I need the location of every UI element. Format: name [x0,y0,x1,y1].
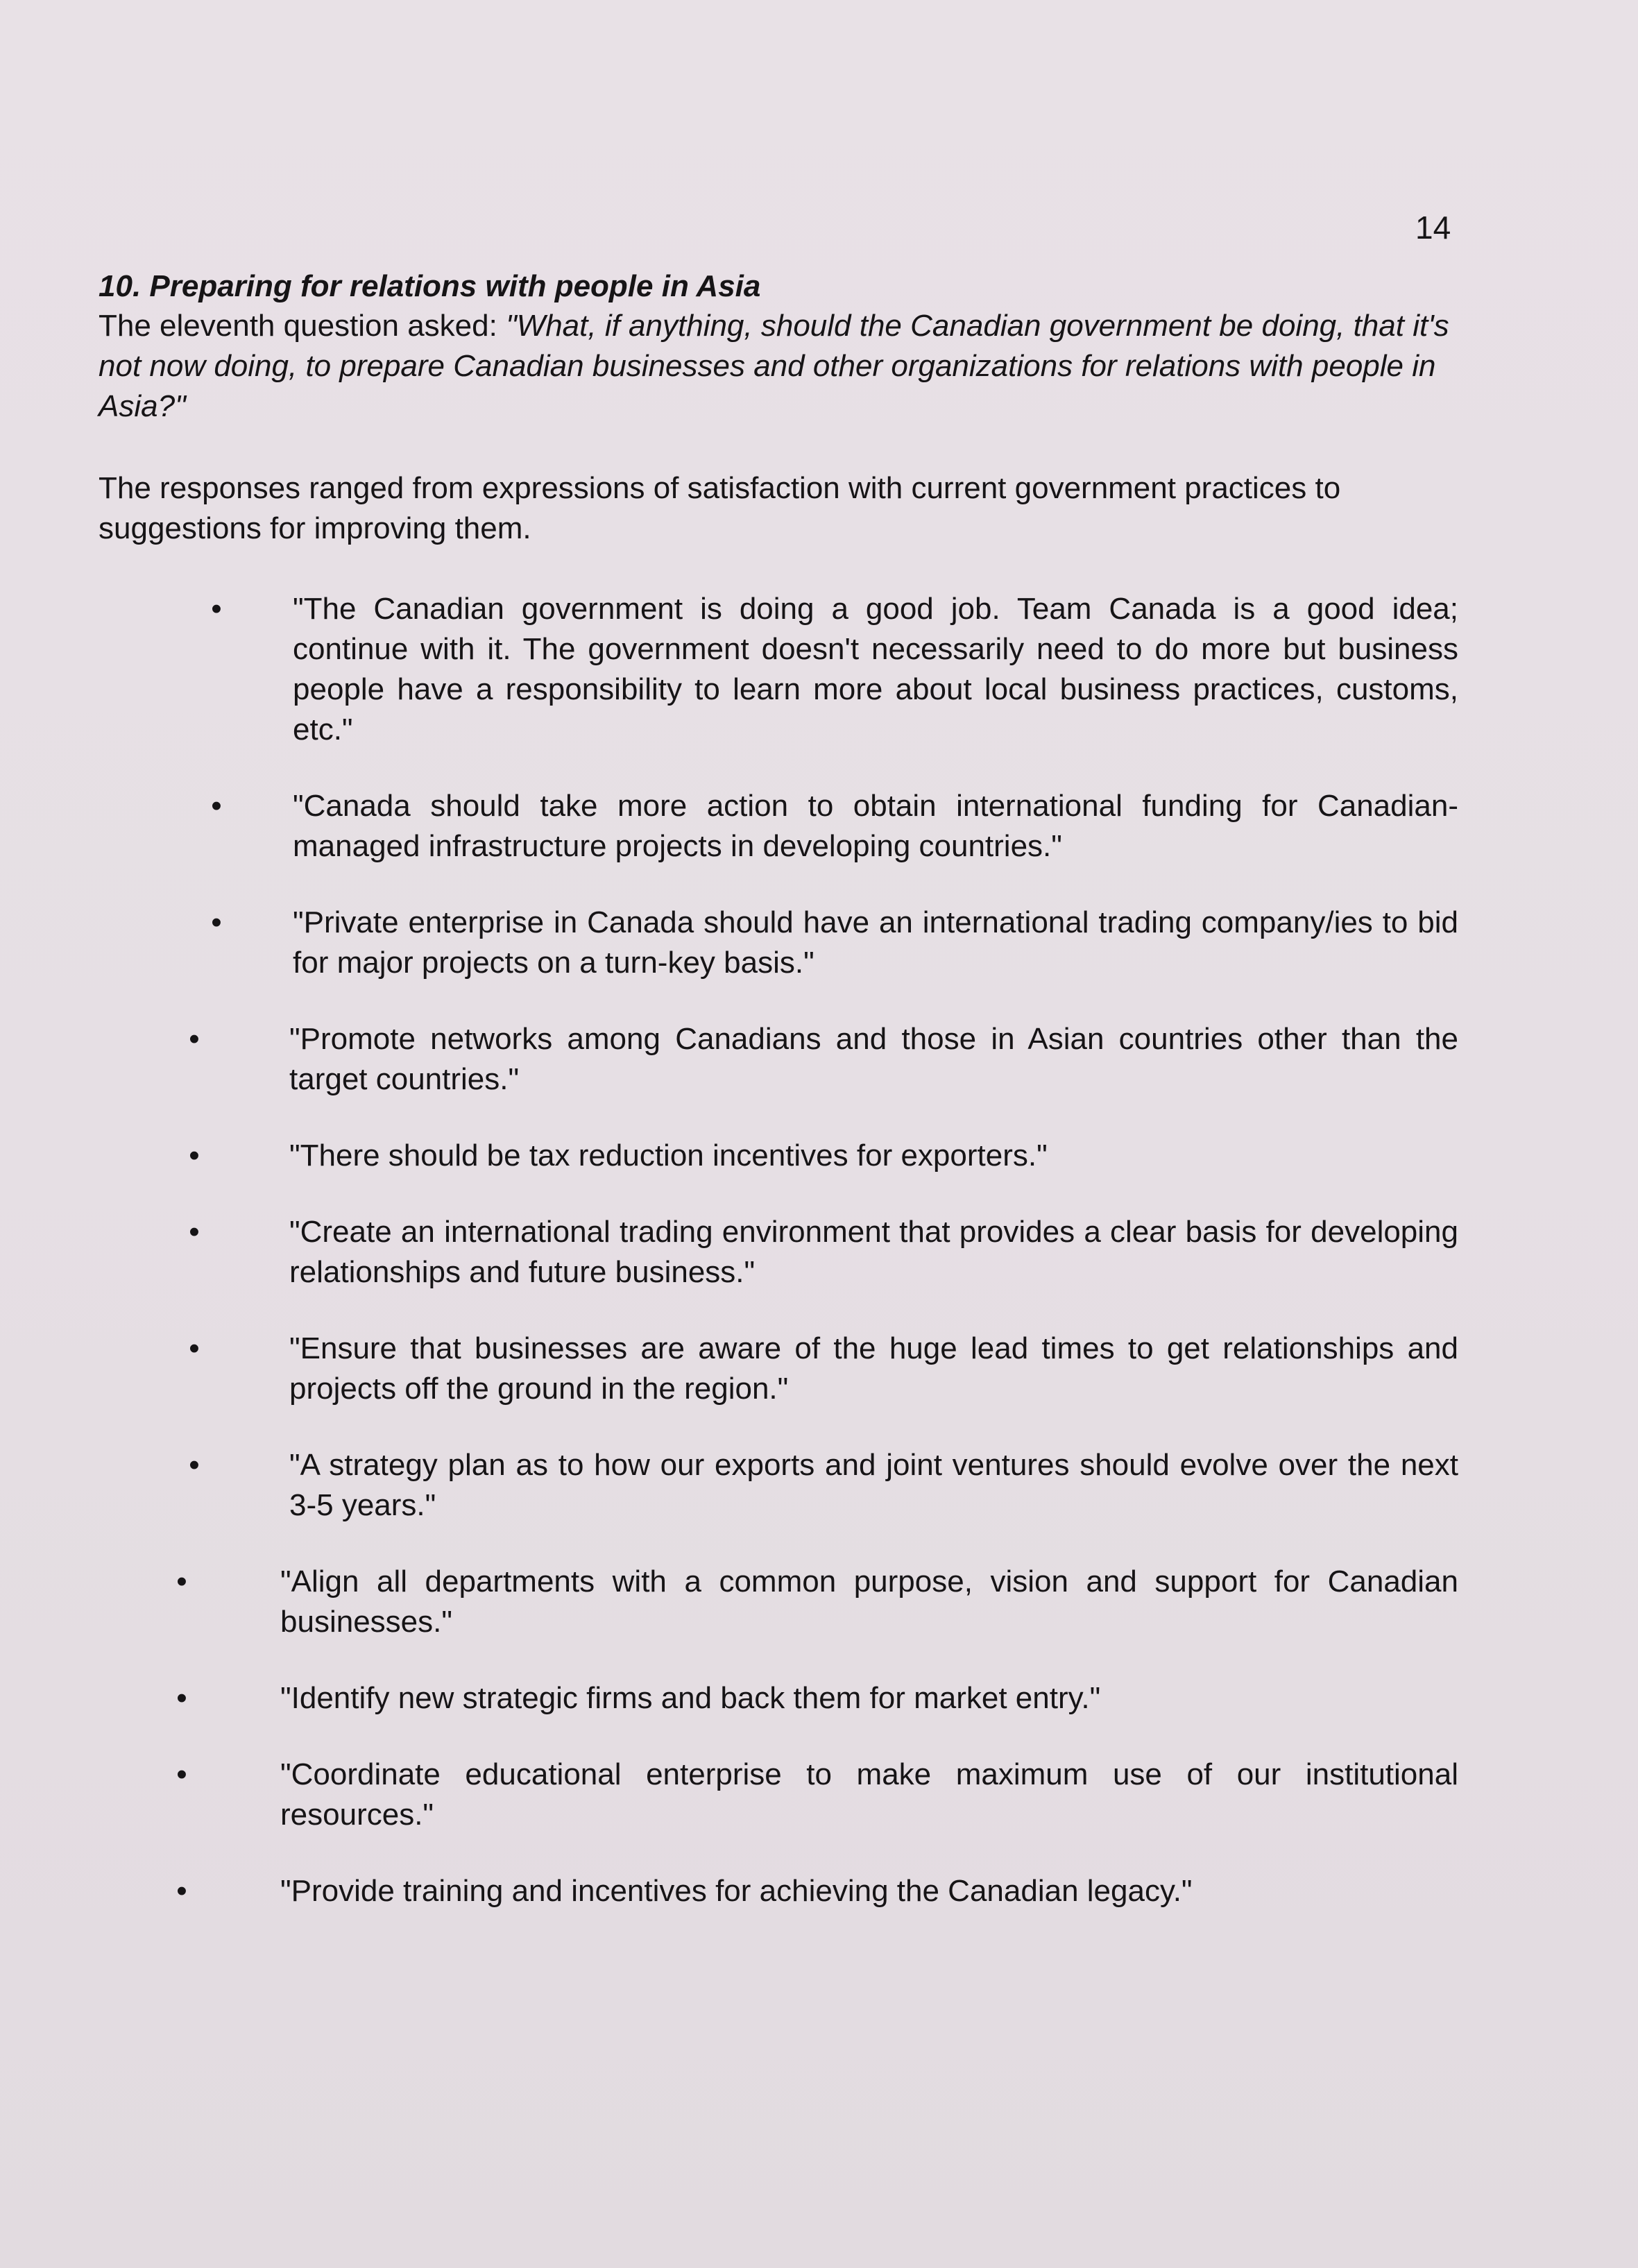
response-item [99,1019,1458,1100]
bullet-icon: • [176,1874,187,1908]
bullet-icon: • [176,1681,187,1715]
bullet-icon: • [189,1448,200,1482]
response-text: "Create an international trading environment that provides a clear basis for developing relationships and future business." [289,1215,1458,1289]
response-text: "Promote networks among Canadians and those in Asian countries other than the target countries." [289,1022,1458,1096]
page-number: 14 [1415,210,1451,246]
response-item [99,1755,1458,1835]
question-intro: The eleventh question asked: [99,309,506,343]
response-text: "The Canadian government is doing a good job. Team Canada is a good idea; continue with it. The government doesn't necessarily need to do more but business people have a responsibility to learn more about local business practices, customs, etc." [293,592,1458,747]
response-text: "Coordinate educational enterprise to make maximum use of our institutional resources." [280,1757,1458,1832]
response-item [99,786,1458,867]
question-quote: "What, if anything, should the Canadian government be doing, that it's not now doing, to prepare Canadian businesses and other organizations for relations with people in Asia?" [99,309,1449,423]
response-text: "Identify new strategic firms and back them for market entry." [280,1681,1101,1715]
question-paragraph [99,306,1458,427]
bullet-icon: • [189,1331,200,1365]
response-text: "There should be tax reduction incentives for exporters." [289,1139,1048,1173]
bullet-icon: • [189,1022,200,1056]
bullet-icon: • [189,1139,200,1173]
response-item [99,903,1458,983]
response-item [99,1562,1458,1642]
response-text: "Canada should take more action to obtain international funding for Canadian-managed infrastructure projects in developing countries." [293,789,1458,863]
bullet-icon: • [211,789,222,823]
response-item [99,1329,1458,1409]
bullet-icon: • [189,1215,200,1249]
response-text: "Provide training and incentives for achieving the Canadian legacy." [280,1874,1193,1908]
section-heading: 10. Preparing for relations with people in Asia [99,269,761,303]
response-item [99,1871,1458,1911]
bullet-icon: • [176,1757,187,1791]
response-item [99,589,1458,750]
response-list [99,589,1458,1911]
response-text: "A strategy plan as to how our exports and joint ventures should evolve over the next 3-5 years." [289,1448,1458,1522]
page-content [99,267,1458,1947]
bullet-icon: • [176,1564,187,1598]
response-text: "Align all departments with a common purpose, vision and support for Canadian businesses." [280,1564,1458,1639]
response-text: "Private enterprise in Canada should have an international trading company/ies to bid for major projects on a turn-key basis." [293,905,1458,980]
response-item [99,1136,1458,1176]
bullet-icon: • [211,905,222,939]
response-item [99,1212,1458,1293]
response-item [99,1678,1458,1719]
response-text: "Ensure that businesses are aware of the huge lead times to get relationships and projects off the ground in the region." [289,1331,1458,1406]
response-item [99,1445,1458,1526]
bullet-icon: • [211,592,222,626]
summary-paragraph: The responses ranged from expressions of satisfaction with current government practices to suggestions for improving them. [99,471,1341,545]
